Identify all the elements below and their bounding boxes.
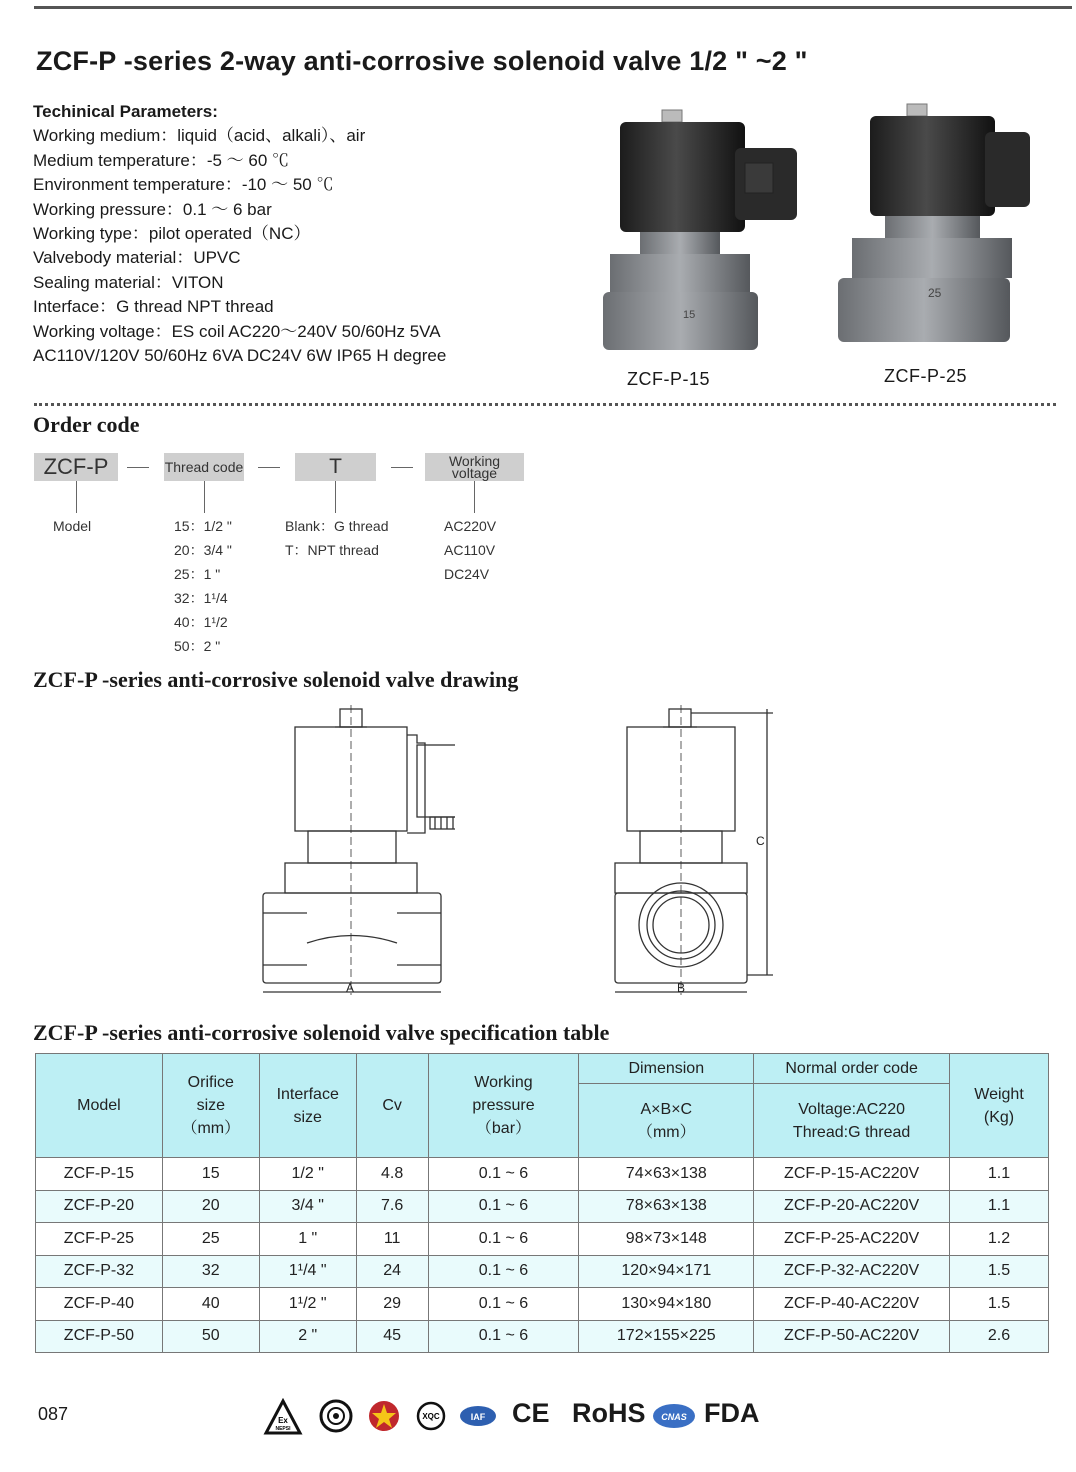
param-line: Environment temperature：-10 ～ 50 ℃ <box>33 175 334 195</box>
cell-orifice: 20 <box>162 1190 259 1223</box>
param-line: Working voltage：ES coil AC220～240V 50/60Hz 5VA <box>33 321 441 341</box>
param-line: Working medium：liquid（acid、alkali）、air <box>33 126 366 146</box>
cell-order-code: ZCF-P-20-AC220V <box>754 1190 950 1223</box>
cell-cv: 7.6 <box>356 1190 428 1223</box>
xqc-icon <box>416 1398 446 1434</box>
cell-weight: 1.1 <box>950 1158 1049 1191</box>
param-line: Working type：pilot operated（NC） <box>33 224 311 244</box>
cell-orifice: 32 <box>162 1255 259 1288</box>
model-label: Model <box>53 518 92 534</box>
cell-model: ZCF-P-40 <box>36 1288 163 1321</box>
spec-table-title: ZCF-P -series anti-corrosive solenoid valve specification table <box>33 1020 610 1045</box>
param-line: Medium temperature：-5 ～ 60 ℃ <box>33 150 290 170</box>
cell-order-code: ZCF-P-15-AC220V <box>754 1158 950 1191</box>
cell-dimension: 120×94×171 <box>579 1255 754 1288</box>
cell-interface: 3/4 " <box>259 1190 356 1223</box>
svg-text:Ex: Ex <box>278 1416 288 1425</box>
cell-orifice: 40 <box>162 1288 259 1321</box>
ccc-seal-icon <box>318 1398 354 1434</box>
cell-weight: 1.1 <box>950 1190 1049 1223</box>
cell-cv: 4.8 <box>356 1158 428 1191</box>
header-weight: Weight (Kg) <box>950 1054 1049 1158</box>
body-mark-15: 15 <box>683 309 696 321</box>
dimension-c-label: C <box>756 834 765 848</box>
cell-dimension: 74×63×138 <box>579 1158 754 1191</box>
cell-dimension: 78×63×138 <box>579 1190 754 1223</box>
table-row <box>36 1320 1049 1353</box>
param-line: Working pressure：0.1 ～ 6 bar <box>33 199 272 219</box>
param-line: Interface：G thread NPT thread <box>33 297 274 317</box>
cell-pressure: 0.1 ~ 6 <box>428 1190 579 1223</box>
header-dimension-sub: A×B×C （mm） <box>579 1084 754 1158</box>
cell-orifice: 50 <box>162 1320 259 1353</box>
dimension-b-label: B <box>677 981 686 995</box>
fda-mark: FDA <box>704 1398 760 1428</box>
cell-cv: 11 <box>356 1223 428 1256</box>
thread-type-item: T：NPT thread <box>285 542 379 558</box>
header-orifice: Orifice size （mm） <box>162 1054 259 1158</box>
header-pressure: Working pressure （bar） <box>428 1054 579 1158</box>
cell-interface: 1 " <box>259 1223 356 1256</box>
photo-caption-left: ZCF-P-15 <box>627 369 711 389</box>
svg-text:NEPSI: NEPSI <box>275 1426 291 1432</box>
cell-order-code: ZCF-P-25-AC220V <box>754 1223 950 1256</box>
cell-interface: 2 " <box>259 1320 356 1353</box>
cell-model: ZCF-P-15 <box>36 1158 163 1191</box>
cell-pressure: 0.1 ~ 6 <box>428 1158 579 1191</box>
thread-code-item: 40：1¹/2 <box>174 614 228 630</box>
header-model: Model <box>36 1054 163 1158</box>
voltage-item: AC110V <box>444 542 496 558</box>
order-code-title: Order code <box>33 412 140 437</box>
parameters-heading: Techinical Parameters: <box>33 102 218 121</box>
header-order-sub: Voltage:AC220 Thread:G thread <box>754 1084 950 1158</box>
top-rule <box>34 6 1072 9</box>
svg-text:IAF: IAF <box>470 1412 486 1422</box>
order-code-thread-box: Thread code <box>164 453 244 481</box>
cell-model: ZCF-P-25 <box>36 1223 163 1256</box>
iaf-icon <box>458 1398 498 1434</box>
leader-line <box>335 481 336 513</box>
cell-interface: 1¹/4 " <box>259 1255 356 1288</box>
cell-orifice: 25 <box>162 1223 259 1256</box>
cell-pressure: 0.1 ~ 6 <box>428 1255 579 1288</box>
thread-code-item: 25：1 " <box>174 566 221 582</box>
thread-type-item: Blank：G thread <box>285 518 389 534</box>
valve-photo-zcf-p-15 <box>595 108 805 358</box>
photo-caption-right: ZCF-P-25 <box>884 366 968 386</box>
cell-pressure: 0.1 ~ 6 <box>428 1320 579 1353</box>
thread-code-item: 15：1/2 " <box>174 518 232 534</box>
ex-nepsi-icon <box>263 1398 303 1436</box>
voltage-item: DC24V <box>444 566 490 582</box>
dotted-divider <box>34 403 1056 406</box>
technical-parameters <box>33 100 446 368</box>
leader-line <box>76 481 77 513</box>
dimension-a-label: A <box>346 981 355 995</box>
cell-weight: 2.6 <box>950 1320 1049 1353</box>
thread-type-list <box>285 514 389 562</box>
leader-line <box>204 481 205 513</box>
body-mark-25: 25 <box>928 286 942 300</box>
leader-line <box>474 481 475 513</box>
cell-order-code: ZCF-P-40-AC220V <box>754 1288 950 1321</box>
thread-code-item: 20：3/4 " <box>174 542 232 558</box>
cell-pressure: 0.1 ~ 6 <box>428 1288 579 1321</box>
cell-weight: 1.2 <box>950 1223 1049 1256</box>
order-code-separator <box>391 467 413 468</box>
cell-model: ZCF-P-20 <box>36 1190 163 1223</box>
voltage-item: AC220V <box>444 518 497 534</box>
cell-orifice: 15 <box>162 1158 259 1191</box>
cell-model: ZCF-P-50 <box>36 1320 163 1353</box>
param-line: AC110V/120V 50/60Hz 6VA DC24V 6W IP65 H degree <box>33 346 447 366</box>
order-code-voltage-box: Working voltage <box>425 453 524 481</box>
cell-cv: 24 <box>356 1255 428 1288</box>
voltage-list <box>444 514 496 586</box>
cell-cv: 29 <box>356 1288 428 1321</box>
order-code-model-box: ZCF-P <box>34 453 118 481</box>
cell-cv: 45 <box>356 1320 428 1353</box>
thread-code-list <box>174 514 232 658</box>
cell-pressure: 0.1 ~ 6 <box>428 1223 579 1256</box>
cnas-icon <box>651 1398 697 1434</box>
cell-weight: 1.5 <box>950 1255 1049 1288</box>
param-line: Sealing material：VITON <box>33 272 224 292</box>
header-dimension: Dimension <box>579 1054 754 1084</box>
table-row <box>36 1288 1049 1321</box>
drawing-title: ZCF-P -series anti-corrosive solenoid valve drawing <box>33 667 519 692</box>
cell-model: ZCF-P-32 <box>36 1255 163 1288</box>
spec-table <box>35 1053 1049 1353</box>
front-view-drawing <box>255 705 455 1000</box>
header-order-code: Normal order code <box>754 1054 950 1084</box>
cell-interface: 1/2 " <box>259 1158 356 1191</box>
svg-text:CNAS: CNAS <box>661 1412 687 1422</box>
cell-weight: 1.5 <box>950 1288 1049 1321</box>
cell-dimension: 130×94×180 <box>579 1288 754 1321</box>
valve-photo-zcf-p-25 <box>830 102 1040 352</box>
cell-dimension: 172×155×225 <box>579 1320 754 1353</box>
page-number: 087 <box>38 1404 69 1424</box>
emblem-icon <box>367 1398 401 1434</box>
order-code-separator <box>258 467 280 468</box>
cell-interface: 1¹/2 " <box>259 1288 356 1321</box>
thread-code-item: 50：2 " <box>174 638 221 654</box>
header-cv: Cv <box>356 1054 428 1158</box>
side-view-drawing <box>605 705 780 1000</box>
rohs-mark: RoHS <box>572 1398 646 1428</box>
ce-mark: CE <box>512 1398 550 1428</box>
thread-code-item: 32：1¹/4 <box>174 590 228 606</box>
order-code-t-box: T <box>295 453 376 481</box>
param-line: Valvebody material：UPVC <box>33 248 241 268</box>
table-row <box>36 1190 1049 1223</box>
cell-dimension: 98×73×148 <box>579 1223 754 1256</box>
header-interface: Interface size <box>259 1054 356 1158</box>
table-row <box>36 1158 1049 1191</box>
table-row <box>36 1223 1049 1256</box>
svg-text:XQC: XQC <box>422 1412 440 1421</box>
cell-order-code: ZCF-P-50-AC220V <box>754 1320 950 1353</box>
page-title: ZCF-P -series 2-way anti-corrosive solenoid valve 1/2 " ~2 " <box>36 46 808 76</box>
table-row <box>36 1255 1049 1288</box>
cell-order-code: ZCF-P-32-AC220V <box>754 1255 950 1288</box>
order-code-separator <box>127 467 149 468</box>
